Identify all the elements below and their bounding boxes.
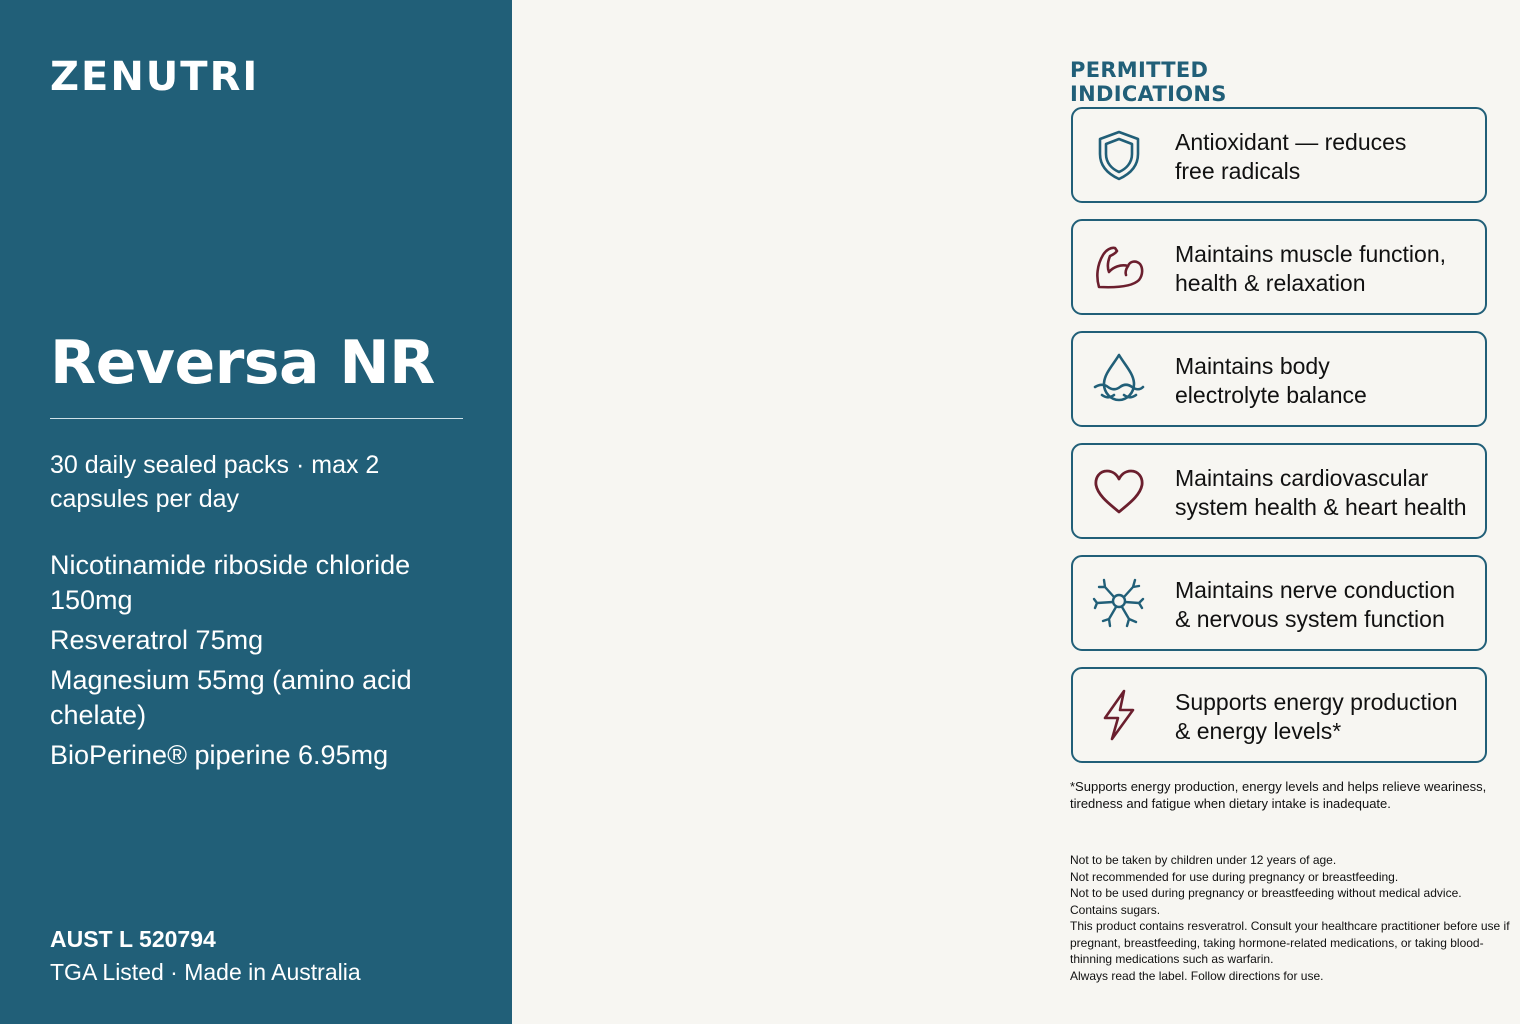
warning-item: Not to be taken by children under 12 years of age. bbox=[1070, 853, 1337, 867]
energy-footnote: *Supports energy production, energy levels and helps relieve weariness, tiredness and fatigue when dietary intake is inadequate. bbox=[1070, 779, 1487, 811]
ingredient-list bbox=[50, 548, 490, 778]
indications-panel bbox=[512, 0, 1510, 1024]
indication-card-electrolyte bbox=[1071, 331, 1487, 427]
tga-listing: TGA Listed · Made in Australia bbox=[50, 959, 361, 985]
warning-item: Contains sugars. bbox=[1070, 902, 1161, 917]
warning-statements bbox=[1070, 852, 1520, 984]
indication-text: Maintains nerve conduction & nervous system function bbox=[1175, 577, 1455, 632]
water-drop-icon bbox=[1091, 351, 1147, 407]
warning-item: This product contains resveratrol. Consult your healthcare practitioner before use if pregnant, breastfeeding, taking hormone-related medications, or taking blood-thinning medications such as warfarin. bbox=[1070, 919, 1510, 966]
ingredient-item: Magnesium 55mg (amino acid chelate) bbox=[50, 665, 412, 730]
product-name: Reversa NR bbox=[50, 328, 435, 398]
warning-item: Not recommended for use during pregnancy or breastfeeding. bbox=[1070, 869, 1399, 884]
heart-icon bbox=[1091, 463, 1147, 519]
indication-card-nerve bbox=[1071, 555, 1487, 651]
indication-text: Supports energy production & energy levels* bbox=[1175, 689, 1458, 744]
ingredient-item: BioPerine® piperine 6.95mg bbox=[50, 740, 389, 770]
indication-card-cardiovascular bbox=[1071, 443, 1487, 539]
ingredient-item: Nicotinamide riboside chloride 150mg bbox=[50, 550, 411, 615]
indication-text: Antioxidant — reduces free radicals bbox=[1175, 129, 1407, 184]
warning-item: Always read the label. Follow directions for use. bbox=[1070, 968, 1324, 983]
brand-logo: ZENUTRI bbox=[50, 54, 260, 100]
aust-l-number: AUST L 520794 bbox=[50, 926, 216, 952]
pack-description: 30 daily sealed packs · max 2 capsules per day bbox=[50, 451, 380, 513]
neuron-icon bbox=[1091, 575, 1147, 631]
divider bbox=[50, 418, 463, 419]
lightning-icon bbox=[1091, 687, 1147, 743]
flexed-arm-icon bbox=[1091, 239, 1147, 295]
indication-text: Maintains muscle function, health & relaxation bbox=[1175, 241, 1447, 296]
indication-card-energy bbox=[1071, 667, 1487, 763]
indication-text: Maintains body electrolyte balance bbox=[1175, 353, 1367, 408]
product-panel bbox=[0, 0, 512, 1024]
ingredient-item: Resveratrol 75mg bbox=[50, 625, 264, 655]
warning-item: Not to be used during pregnancy or breastfeeding without medical advice. bbox=[1070, 886, 1462, 900]
indications-heading: PERMITTED INDICATIONS bbox=[1070, 58, 1227, 106]
indication-card-antioxidant bbox=[1071, 107, 1487, 203]
shield-icon bbox=[1091, 127, 1147, 183]
indication-text: Maintains cardiovascular system health & heart health bbox=[1175, 465, 1467, 520]
indication-card-muscle bbox=[1071, 219, 1487, 315]
